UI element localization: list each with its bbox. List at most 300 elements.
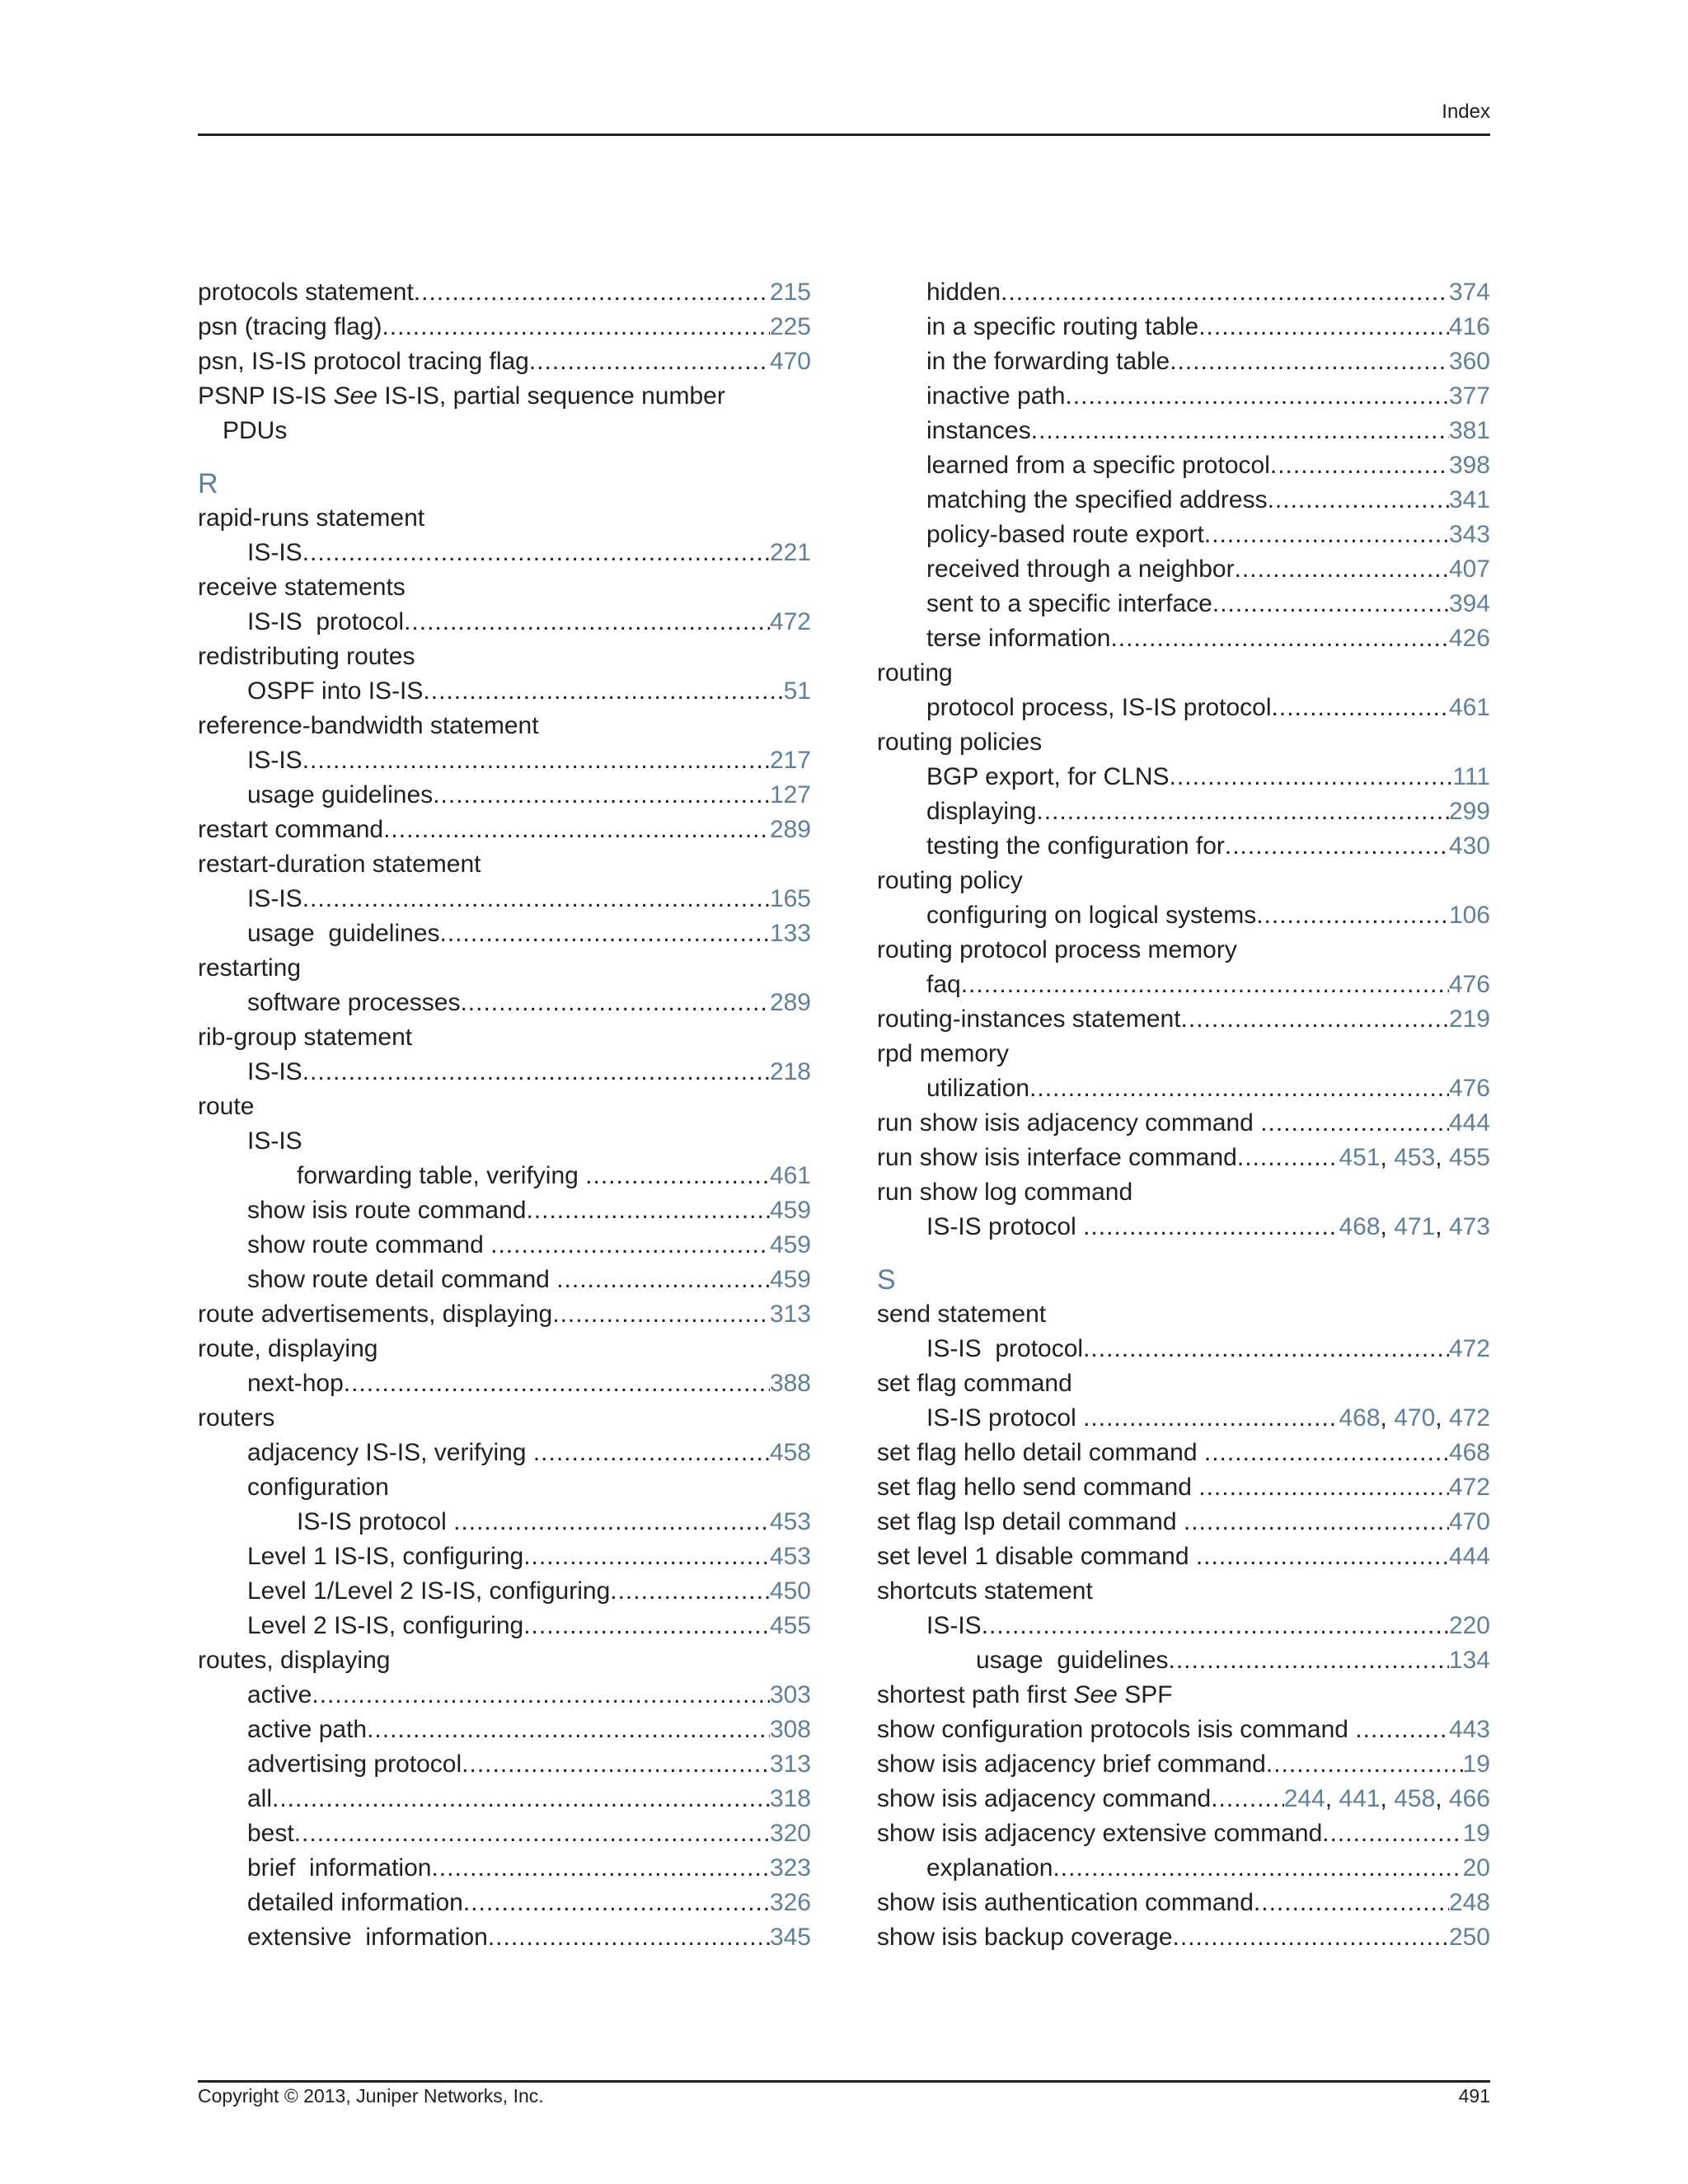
dot-leader — [523, 1540, 770, 1574]
dot-leader — [1083, 1401, 1339, 1436]
page-link[interactable]: 468 — [1448, 1439, 1490, 1466]
dot-leader — [523, 1609, 770, 1643]
page-references — [770, 1920, 811, 1955]
index-term: run show isis adjacency command — [877, 1109, 1261, 1137]
index-entry — [877, 1141, 1490, 1175]
index-term: received through a neighbor — [926, 555, 1235, 583]
index-heading-term: run show log command — [877, 1179, 1133, 1206]
index-term: best — [247, 1820, 294, 1847]
page-references — [1449, 587, 1490, 621]
see-reference-label: See — [333, 382, 377, 410]
dot-leader — [552, 1297, 770, 1332]
page-link[interactable]: 326 — [769, 1889, 811, 1916]
index-entry — [198, 1851, 811, 1886]
page-references — [770, 1228, 811, 1263]
dot-leader — [610, 1574, 770, 1609]
page-link[interactable]: 468 — [1339, 1213, 1381, 1240]
page-link[interactable]: 220 — [1448, 1612, 1490, 1639]
page-references — [1449, 1713, 1490, 1747]
dot-leader — [453, 1505, 770, 1540]
dot-leader — [1272, 691, 1449, 725]
page-references — [1284, 1782, 1490, 1816]
dot-leader — [1181, 1002, 1449, 1037]
page-link[interactable]: 453 — [769, 1543, 811, 1570]
index-term: IS-IS — [926, 1612, 982, 1639]
index-term: learned from a specific protocol — [926, 452, 1270, 479]
index-term: active path — [247, 1716, 368, 1743]
index-term: routing-instances statement — [877, 1005, 1181, 1033]
index-heading-term: routing protocol process memory — [877, 936, 1237, 963]
page-link[interactable]: 461 — [1448, 694, 1490, 721]
page-link[interactable]: 106 — [1448, 902, 1490, 929]
index-term: faq — [926, 971, 961, 998]
page-references — [1449, 621, 1490, 656]
page-link[interactable]: 381 — [1448, 417, 1490, 444]
index-term: PSNP IS-IS — [198, 382, 327, 410]
page-link[interactable]: 472 — [1448, 1335, 1490, 1362]
page-references — [1449, 691, 1490, 725]
page-separator: , — [1380, 1213, 1395, 1240]
page-link[interactable]: 133 — [769, 920, 811, 947]
dot-leader — [1225, 829, 1449, 864]
page-references — [770, 1297, 811, 1332]
index-entry — [198, 536, 811, 570]
page-link[interactable]: 426 — [1448, 625, 1490, 652]
index-entry — [877, 483, 1490, 518]
index-entry — [198, 1713, 811, 1747]
index-term: testing the configuration for — [926, 832, 1225, 860]
page-link[interactable]: 127 — [769, 781, 811, 808]
page-references — [770, 1713, 811, 1747]
index-entry — [198, 1574, 811, 1609]
page-references — [770, 1851, 811, 1886]
dot-leader — [440, 916, 770, 951]
page-references — [770, 778, 811, 813]
index-term: advertising protocol — [247, 1750, 462, 1778]
page-link[interactable]: 470 — [1448, 1508, 1490, 1535]
page-link[interactable]: 219 — [1448, 1005, 1490, 1033]
dot-leader — [1170, 760, 1453, 794]
dot-leader — [302, 743, 770, 778]
index-column-left — [198, 275, 811, 1955]
dot-leader — [961, 968, 1449, 1002]
index-term: show route command — [247, 1231, 491, 1258]
copyright-text: Copyright © 2013, Juniper Networks, Inc. — [198, 2085, 544, 2107]
index-term: utilization — [926, 1075, 1030, 1102]
dot-leader — [1254, 1886, 1449, 1920]
index-entry — [877, 379, 1490, 414]
index-heading-term: send statement — [877, 1301, 1047, 1328]
page-link[interactable]: 398 — [1448, 452, 1490, 479]
page-link[interactable]: 450 — [769, 1577, 811, 1605]
dot-leader — [1322, 1816, 1462, 1851]
page-link[interactable]: 468 — [1339, 1404, 1381, 1432]
index-entry — [877, 1747, 1490, 1782]
page-references — [1449, 1540, 1490, 1574]
page-link[interactable]: 388 — [769, 1370, 811, 1397]
index-term: BGP export, for CLNS — [926, 763, 1170, 790]
page-link[interactable]: 221 — [769, 539, 811, 566]
index-entry — [877, 968, 1490, 1002]
index-entry — [877, 829, 1490, 864]
index-term: IS-IS protocol — [926, 1213, 1084, 1240]
page-link[interactable]: 459 — [769, 1197, 811, 1224]
index-entry — [877, 1609, 1490, 1643]
index-heading-term: rapid-runs statement — [198, 504, 425, 532]
dot-leader — [1001, 275, 1449, 310]
dot-leader — [1083, 1210, 1339, 1244]
page-references — [1449, 518, 1490, 552]
page-link[interactable]: 470 — [769, 348, 811, 375]
index-entry — [198, 344, 811, 379]
page-link[interactable]: 19 — [1462, 1820, 1490, 1847]
page-link[interactable]: 476 — [1448, 971, 1490, 998]
index-entry — [877, 1540, 1490, 1574]
index-heading-term: restart-duration statement — [198, 851, 481, 878]
dot-leader — [423, 674, 783, 709]
page-link[interactable]: 472 — [1448, 1404, 1490, 1432]
see-reference-label: See — [1073, 1681, 1118, 1708]
index-term: forwarding table, verifying — [297, 1162, 586, 1189]
index-heading-term: redistributing routes — [198, 643, 415, 670]
page-references — [1449, 483, 1490, 518]
page-references — [1449, 414, 1490, 448]
dot-leader — [431, 1851, 770, 1886]
page-link[interactable]: 320 — [769, 1820, 811, 1847]
page-references — [770, 1366, 811, 1401]
page-link[interactable]: 374 — [1448, 279, 1490, 306]
dot-leader — [414, 275, 770, 310]
page-link[interactable]: 461 — [769, 1162, 811, 1189]
page-link[interactable]: 407 — [1448, 555, 1490, 583]
page-link[interactable]: 313 — [769, 1301, 811, 1328]
index-term: policy-based route export — [926, 521, 1204, 548]
index-heading-term: rpd memory — [877, 1040, 1010, 1067]
index-term: usage guidelines — [247, 920, 440, 947]
index-term: IS-IS protocol — [926, 1404, 1084, 1432]
index-entry — [877, 760, 1490, 794]
index-entry — [877, 414, 1490, 448]
index-entry — [877, 275, 1490, 310]
page-separator: , — [1325, 1785, 1339, 1812]
page-references — [770, 1678, 811, 1713]
page-link[interactable]: 455 — [1448, 1144, 1490, 1171]
index-heading-term: receive statements — [198, 574, 406, 601]
index-term: next-hop — [247, 1370, 344, 1397]
page-references — [770, 986, 811, 1020]
page-link[interactable]: 341 — [1448, 486, 1490, 513]
header-rule — [198, 134, 1490, 136]
index-term: show isis adjacency extensive command — [877, 1820, 1323, 1847]
index-entry — [877, 344, 1490, 379]
index-entry — [198, 743, 811, 778]
footer-rule — [198, 2080, 1490, 2083]
page-link[interactable]: 466 — [1448, 1785, 1490, 1812]
index-entry — [198, 1747, 811, 1782]
dot-leader — [1184, 1505, 1449, 1540]
index-column-right — [877, 275, 1490, 1955]
dot-leader — [462, 1747, 770, 1782]
index-term: set flag hello detail command — [877, 1439, 1204, 1466]
page-references — [770, 1436, 811, 1470]
page-separator: , — [1380, 1404, 1395, 1432]
index-entry — [198, 1505, 811, 1540]
page-link[interactable]: 323 — [769, 1854, 811, 1882]
dot-leader — [1029, 1071, 1449, 1106]
index-term: show isis route command — [247, 1197, 527, 1224]
index-term: software processes — [247, 989, 461, 1016]
index-term: usage guidelines — [247, 781, 434, 808]
page-link[interactable]: 476 — [1448, 1075, 1490, 1102]
page-link[interactable]: 217 — [769, 747, 811, 774]
page-references — [770, 1263, 811, 1297]
index-term: protocols statement — [198, 279, 414, 306]
section-letter: R — [198, 468, 218, 499]
page-link[interactable]: 250 — [1448, 1924, 1490, 1951]
dot-leader — [463, 1886, 770, 1920]
page-references — [1339, 1401, 1490, 1436]
page-link[interactable]: 165 — [769, 885, 811, 912]
page-references — [770, 1193, 811, 1228]
index-entry — [877, 1643, 1490, 1678]
index-entry — [198, 275, 811, 310]
page-link[interactable]: 248 — [1448, 1889, 1490, 1916]
dot-leader — [585, 1159, 770, 1193]
index-entry — [198, 916, 811, 951]
page-link[interactable]: 443 — [1448, 1716, 1490, 1743]
page-link[interactable]: 343 — [1448, 521, 1490, 548]
index-entry — [877, 518, 1490, 552]
dot-leader — [1270, 448, 1449, 483]
page-link[interactable]: 360 — [1448, 348, 1490, 375]
page-references — [784, 674, 811, 709]
index-entry — [198, 1678, 811, 1713]
page-references — [770, 1505, 811, 1540]
dot-leader — [302, 882, 770, 916]
page-separator: , — [1380, 1785, 1395, 1812]
index-heading-term: route — [198, 1093, 255, 1120]
page-link[interactable]: 472 — [1448, 1474, 1490, 1501]
index-term: terse information — [926, 625, 1111, 652]
index-entry — [198, 605, 811, 640]
dot-leader — [1036, 794, 1449, 829]
page-link[interactable]: 430 — [1448, 832, 1490, 860]
index-term: psn (tracing flag) — [198, 313, 382, 340]
page-link[interactable]: 318 — [769, 1785, 811, 1812]
index-heading-term: routing — [877, 659, 953, 687]
index-heading-term: reference-bandwidth statement — [198, 712, 539, 739]
page-link[interactable]: 459 — [769, 1266, 811, 1293]
page-references — [1449, 344, 1490, 379]
index-term: IS-IS — [247, 747, 302, 774]
page-references — [770, 813, 811, 847]
index-entry — [198, 1436, 811, 1470]
index-entry — [877, 898, 1490, 933]
page-references — [1339, 1210, 1490, 1244]
index-term: instances — [926, 417, 1031, 444]
page-references — [1449, 898, 1490, 933]
dot-leader — [1256, 898, 1449, 933]
index-entry — [877, 1002, 1490, 1037]
page-link[interactable]: 345 — [769, 1924, 811, 1951]
page-link[interactable]: 455 — [769, 1612, 811, 1639]
page-references — [1449, 1886, 1490, 1920]
dot-leader — [1196, 1540, 1449, 1574]
index-entry — [198, 813, 811, 847]
page-link[interactable]: 473 — [1448, 1213, 1490, 1240]
index-entry — [198, 1886, 811, 1920]
index-see-entry — [198, 379, 811, 414]
page-separator: , — [1435, 1404, 1449, 1432]
section-letter: S — [877, 1264, 896, 1296]
index-heading-term: route, displaying — [198, 1335, 378, 1362]
page-link[interactable]: 19 — [1462, 1750, 1490, 1778]
dot-leader — [1198, 1470, 1449, 1505]
index-term: IS-IS — [247, 539, 302, 566]
page-link[interactable]: 471 — [1394, 1213, 1436, 1240]
page-link[interactable]: 470 — [1394, 1404, 1436, 1432]
index-term: show isis backup coverage — [877, 1924, 1173, 1951]
page-link[interactable]: 225 — [769, 313, 811, 340]
dot-leader — [1237, 1141, 1339, 1175]
dot-leader — [312, 1678, 770, 1713]
index-term: show route detail command — [247, 1266, 557, 1293]
page-link[interactable]: 453 — [769, 1508, 811, 1535]
index-term: sent to a specific interface — [926, 590, 1212, 617]
index-term: in the forwarding table — [926, 348, 1170, 375]
dot-leader — [1065, 379, 1448, 414]
index-heading-term: routing policies — [877, 729, 1043, 756]
dot-leader — [1169, 1643, 1449, 1678]
dot-leader — [556, 1263, 770, 1297]
index-term: run show isis interface command — [877, 1144, 1237, 1171]
index-entry — [198, 674, 811, 709]
index-term: explanation — [926, 1854, 1053, 1882]
page-link[interactable]: 444 — [1448, 1109, 1490, 1137]
dot-leader — [533, 1436, 770, 1470]
page-link[interactable]: 215 — [769, 279, 811, 306]
page-references — [1449, 1920, 1490, 1955]
index-heading-term: routers — [198, 1404, 275, 1432]
page-references — [1449, 794, 1490, 829]
index-entry — [198, 1920, 811, 1955]
index-heading-term: PDUs — [223, 417, 288, 444]
page-link[interactable]: 299 — [1448, 798, 1490, 825]
dot-leader — [1266, 1747, 1463, 1782]
page-references — [1449, 1470, 1490, 1505]
index-heading-term: routes, displaying — [198, 1647, 391, 1674]
index-entry — [877, 1886, 1490, 1920]
dot-leader — [1173, 1920, 1449, 1955]
page-link[interactable]: 289 — [769, 816, 811, 843]
dot-leader — [1355, 1713, 1449, 1747]
page-link[interactable]: 308 — [769, 1716, 811, 1743]
index-entry — [877, 1505, 1490, 1540]
page-references — [1449, 1106, 1490, 1141]
page-separator: , — [1380, 1144, 1395, 1171]
page-references — [770, 605, 811, 640]
index-entry — [877, 621, 1490, 656]
index-term: show isis adjacency command — [877, 1785, 1212, 1812]
index-term: Level 1 IS-IS, configuring — [247, 1543, 524, 1570]
index-entry — [877, 1071, 1490, 1106]
page-link[interactable]: 451 — [1339, 1144, 1381, 1171]
index-term: Level 2 IS-IS, configuring — [247, 1612, 524, 1639]
page-references — [770, 1747, 811, 1782]
page-link[interactable]: 313 — [769, 1750, 811, 1778]
index-entry — [877, 552, 1490, 587]
page-references — [770, 1886, 811, 1920]
page-link[interactable]: 303 — [769, 1681, 811, 1708]
page-references — [1449, 1071, 1490, 1106]
page-link[interactable]: 134 — [1448, 1647, 1490, 1674]
page-link[interactable]: 472 — [769, 608, 811, 635]
dot-leader — [302, 536, 770, 570]
running-header: Index — [1442, 101, 1490, 123]
page-references — [770, 1540, 811, 1574]
index-term: IS-IS — [247, 1058, 302, 1085]
index-entry — [198, 1782, 811, 1816]
index-term: show isis authentication command — [877, 1889, 1254, 1916]
dot-leader — [367, 1713, 770, 1747]
index-term: hidden — [926, 279, 1001, 306]
dot-leader — [982, 1609, 1449, 1643]
page-link[interactable]: 51 — [783, 677, 811, 705]
page-references — [770, 1574, 811, 1609]
page-link[interactable]: 289 — [769, 989, 811, 1016]
page-references — [1463, 1816, 1490, 1851]
index-entry — [877, 1816, 1490, 1851]
index-term: all — [247, 1785, 273, 1812]
page-references — [1463, 1747, 1490, 1782]
index-term: inactive path — [926, 382, 1066, 410]
index-term: protocol process, IS-IS protocol — [926, 694, 1272, 721]
page-link[interactable]: 458 — [1394, 1785, 1436, 1812]
index-heading-term: configuration — [247, 1474, 389, 1501]
page-link[interactable]: 377 — [1448, 382, 1490, 410]
page-references — [1339, 1141, 1490, 1175]
page-link[interactable]: 111 — [1452, 763, 1490, 790]
page-link[interactable]: 416 — [1448, 313, 1490, 340]
page-references — [770, 536, 811, 570]
page-references — [770, 1609, 811, 1643]
page-link[interactable]: 244 — [1283, 1785, 1325, 1812]
page-link[interactable]: 20 — [1462, 1854, 1490, 1882]
page-link[interactable]: 459 — [769, 1231, 811, 1258]
index-entry — [198, 1193, 811, 1228]
index-entry — [877, 1106, 1490, 1141]
page-link[interactable]: 458 — [769, 1439, 811, 1466]
dot-leader — [1212, 587, 1449, 621]
index-term: IS-IS protocol — [926, 1335, 1084, 1362]
index-entry — [198, 1055, 811, 1090]
page-link[interactable]: 453 — [1394, 1144, 1436, 1171]
page-link[interactable]: 441 — [1339, 1785, 1381, 1812]
index-entry — [198, 1159, 811, 1193]
dot-leader — [1235, 552, 1449, 587]
index-entry — [877, 1920, 1490, 1955]
index-term: OSPF into IS-IS — [247, 677, 424, 705]
see-reference-target: IS-IS, partial sequence number — [384, 382, 725, 410]
page-link[interactable]: 444 — [1448, 1543, 1490, 1570]
index-heading-term: IS-IS — [247, 1127, 302, 1155]
page-link[interactable]: 218 — [769, 1058, 811, 1085]
page-link[interactable]: 394 — [1448, 590, 1490, 617]
page-references — [1463, 1851, 1490, 1886]
dot-leader — [526, 1193, 769, 1228]
dot-leader — [1083, 1332, 1449, 1366]
page-number: 491 — [1458, 2085, 1490, 2107]
